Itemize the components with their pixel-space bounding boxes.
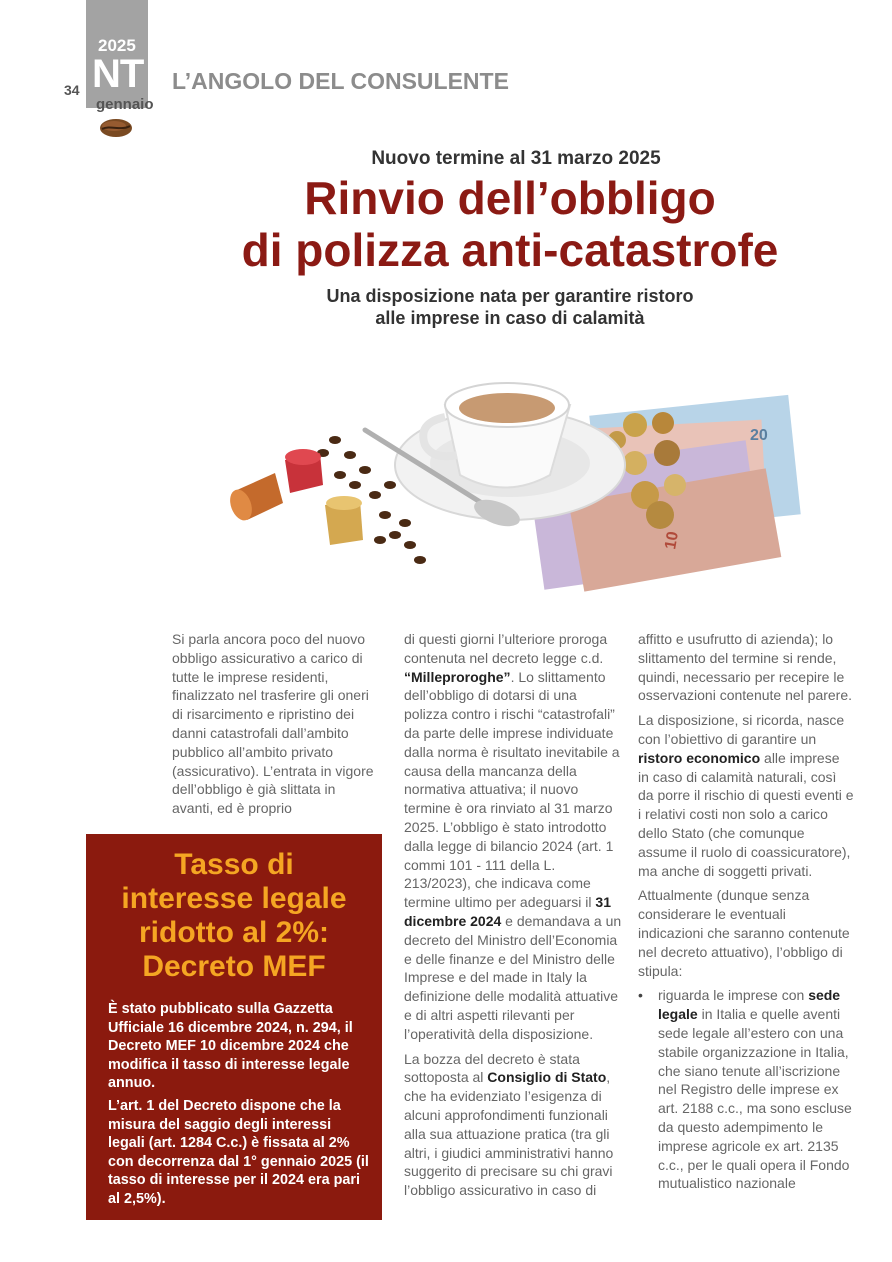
- box-title-line: Decreto MEF: [142, 950, 326, 983]
- box-title-line: Tasso di: [174, 848, 294, 881]
- article-kicker: Nuovo termine al 31 marzo 2025: [371, 148, 661, 169]
- bullet-list: [638, 986, 854, 1193]
- paragraph: Si parla ancora poco del nuovo obbligo assicurativo a carico di tutte le imprese residenti, finalizzato nel trasferire gli oneri di risarcimento e ripristino dei danni catastrofali dall’ambito pubblico all’ambito privato (assicurativo). L’entrata in vigore dell’obbligo è già slittata in avanti, ed è proprio: [172, 631, 374, 817]
- article-headline: [150, 172, 870, 276]
- issue-month: gennaio: [96, 96, 154, 113]
- text-run: , che ha evidenziato l’esigenza di alcuni approfondimenti funzionali alla sua attuazione pratica (tra gli altri, i giudici amministrativi hanno suggerito di precisare su chi gravi l’obbligo assicurativo in caso di: [404, 1069, 614, 1199]
- coffee-bean-icon: [98, 116, 134, 140]
- article-column-3: [638, 630, 854, 1193]
- article-column-1: [172, 630, 376, 824]
- text-run: alle imprese in caso di calamità naturali, così da porre il rischio di questi eventi e i relativi costi non solo a carico dello Stato (che comunque assume il ruolo di coassicuratore), ma anche di soggetti privati.: [638, 749, 854, 879]
- list-item: [658, 986, 854, 1193]
- paragraph: [404, 630, 622, 1044]
- magazine-logo: NT: [92, 52, 144, 96]
- sidebar-box: [86, 834, 382, 1220]
- subhead-line: Una disposizione nata per garantire ristoro: [326, 286, 694, 306]
- text-run: e demandava a un decreto del Ministro dell’Economia e delle finanze e del Ministro delle Imprese e del made in Italy la definizione delle modalità attuative e di altri aspetti rilevanti per l’operatività della disposizione.: [404, 912, 622, 1042]
- bold-text: 31 dicembre 2024: [404, 894, 611, 929]
- paragraph: affitto e usufrutto di azienda); lo slittamento del termine si rende, quindi, necessario per recepire le osservazioni contenute nel parere.: [638, 631, 853, 704]
- svg-text:10: 10: [662, 530, 683, 551]
- sidebar-box-title: [86, 848, 382, 984]
- article-subhead: [250, 285, 770, 329]
- page-number: 34: [64, 82, 80, 98]
- sidebar-box-body: [108, 1000, 370, 1213]
- box-title-line: ridotto al 2%:: [138, 916, 329, 949]
- paragraph: È stato pubblicato sulla Gazzetta Ufficiale 16 dicembre 2024, n. 294, il Decreto MEF 10 dicembre 2024 che modifica il tasso di interesse legale annuo.: [108, 1001, 353, 1092]
- bold-text: sede legale: [658, 987, 841, 1023]
- text-run: . Lo slittamento dell’obbligo di dotarsi di una polizza contro i rischi “catastrofali” da parte delle imprese individuate dalla norma è risultato inevitabile a causa della mancanza della normativa attuativa; il nuovo termine è ora rinviato al 31 marzo 2025. L’obbligo è stato introdotto dalla legge di bilancio 2024 (art. 1 commi 101 - 111 della L. 213/2023), che indicava come termine ultimo per adeguarsi il: [404, 668, 620, 911]
- bold-text: “Milleproroghe”: [404, 668, 511, 685]
- article-column-2: [404, 630, 622, 1206]
- issue-year: 2025: [98, 36, 136, 55]
- bold-text: ristoro economico: [638, 749, 761, 766]
- paragraph: [404, 1050, 622, 1200]
- text-run: La disposizione, si ricorda, nasce con l’obiettivo di garantire un: [638, 712, 845, 747]
- coffee-and-money-photo: [205, 345, 815, 600]
- section-title: L’ANGOLO DEL CONSULENTE: [172, 68, 509, 94]
- box-title-line: interesse legale: [121, 882, 347, 915]
- coffee-capsules-image: [226, 449, 363, 545]
- headline-line: di polizza anti-catastrofe: [241, 224, 779, 276]
- paragraph: Attualmente (dunque senza considerare le eventuali indicazioni che saranno contenute nel decreto attuativo), l’obbligo di stipula:: [638, 887, 850, 979]
- text-run: La bozza del decreto è stata sottoposta al: [404, 1050, 580, 1086]
- paragraph: L’art. 1 del Decreto dispone che la misura del saggio degli interessi legali (art. 1284 C.c.) è fissata al 2% con decorrenza dal 1° gennaio 2025 (il tasso di interesse per il 2024 era pari al 2,5%).: [108, 1097, 369, 1207]
- headline-line: Rinvio dell’obbligo: [304, 172, 716, 224]
- svg-text:20: 20: [750, 427, 768, 444]
- text-run: riguarda le imprese con: [658, 987, 809, 1004]
- paragraph: [638, 711, 854, 880]
- text-run: di questi giorni l’ulteriore proroga contenuta nel decreto legge c.d.: [404, 631, 608, 666]
- bold-text: Consiglio di Stato: [487, 1069, 607, 1086]
- subhead-line: alle imprese in caso di calamità: [375, 308, 645, 328]
- text-run: in Italia e quelle aventi sede legale all’estero con una stabile organizzazione in Italia, che siano tenute all’iscrizione nel Registro delle imprese ex art. 2188 c.c., ma sono escluse da questo adempimento le imprese agricole ex art. 2135 c.c., per le quali opera il Fondo mutualistico nazionale: [658, 1006, 852, 1192]
